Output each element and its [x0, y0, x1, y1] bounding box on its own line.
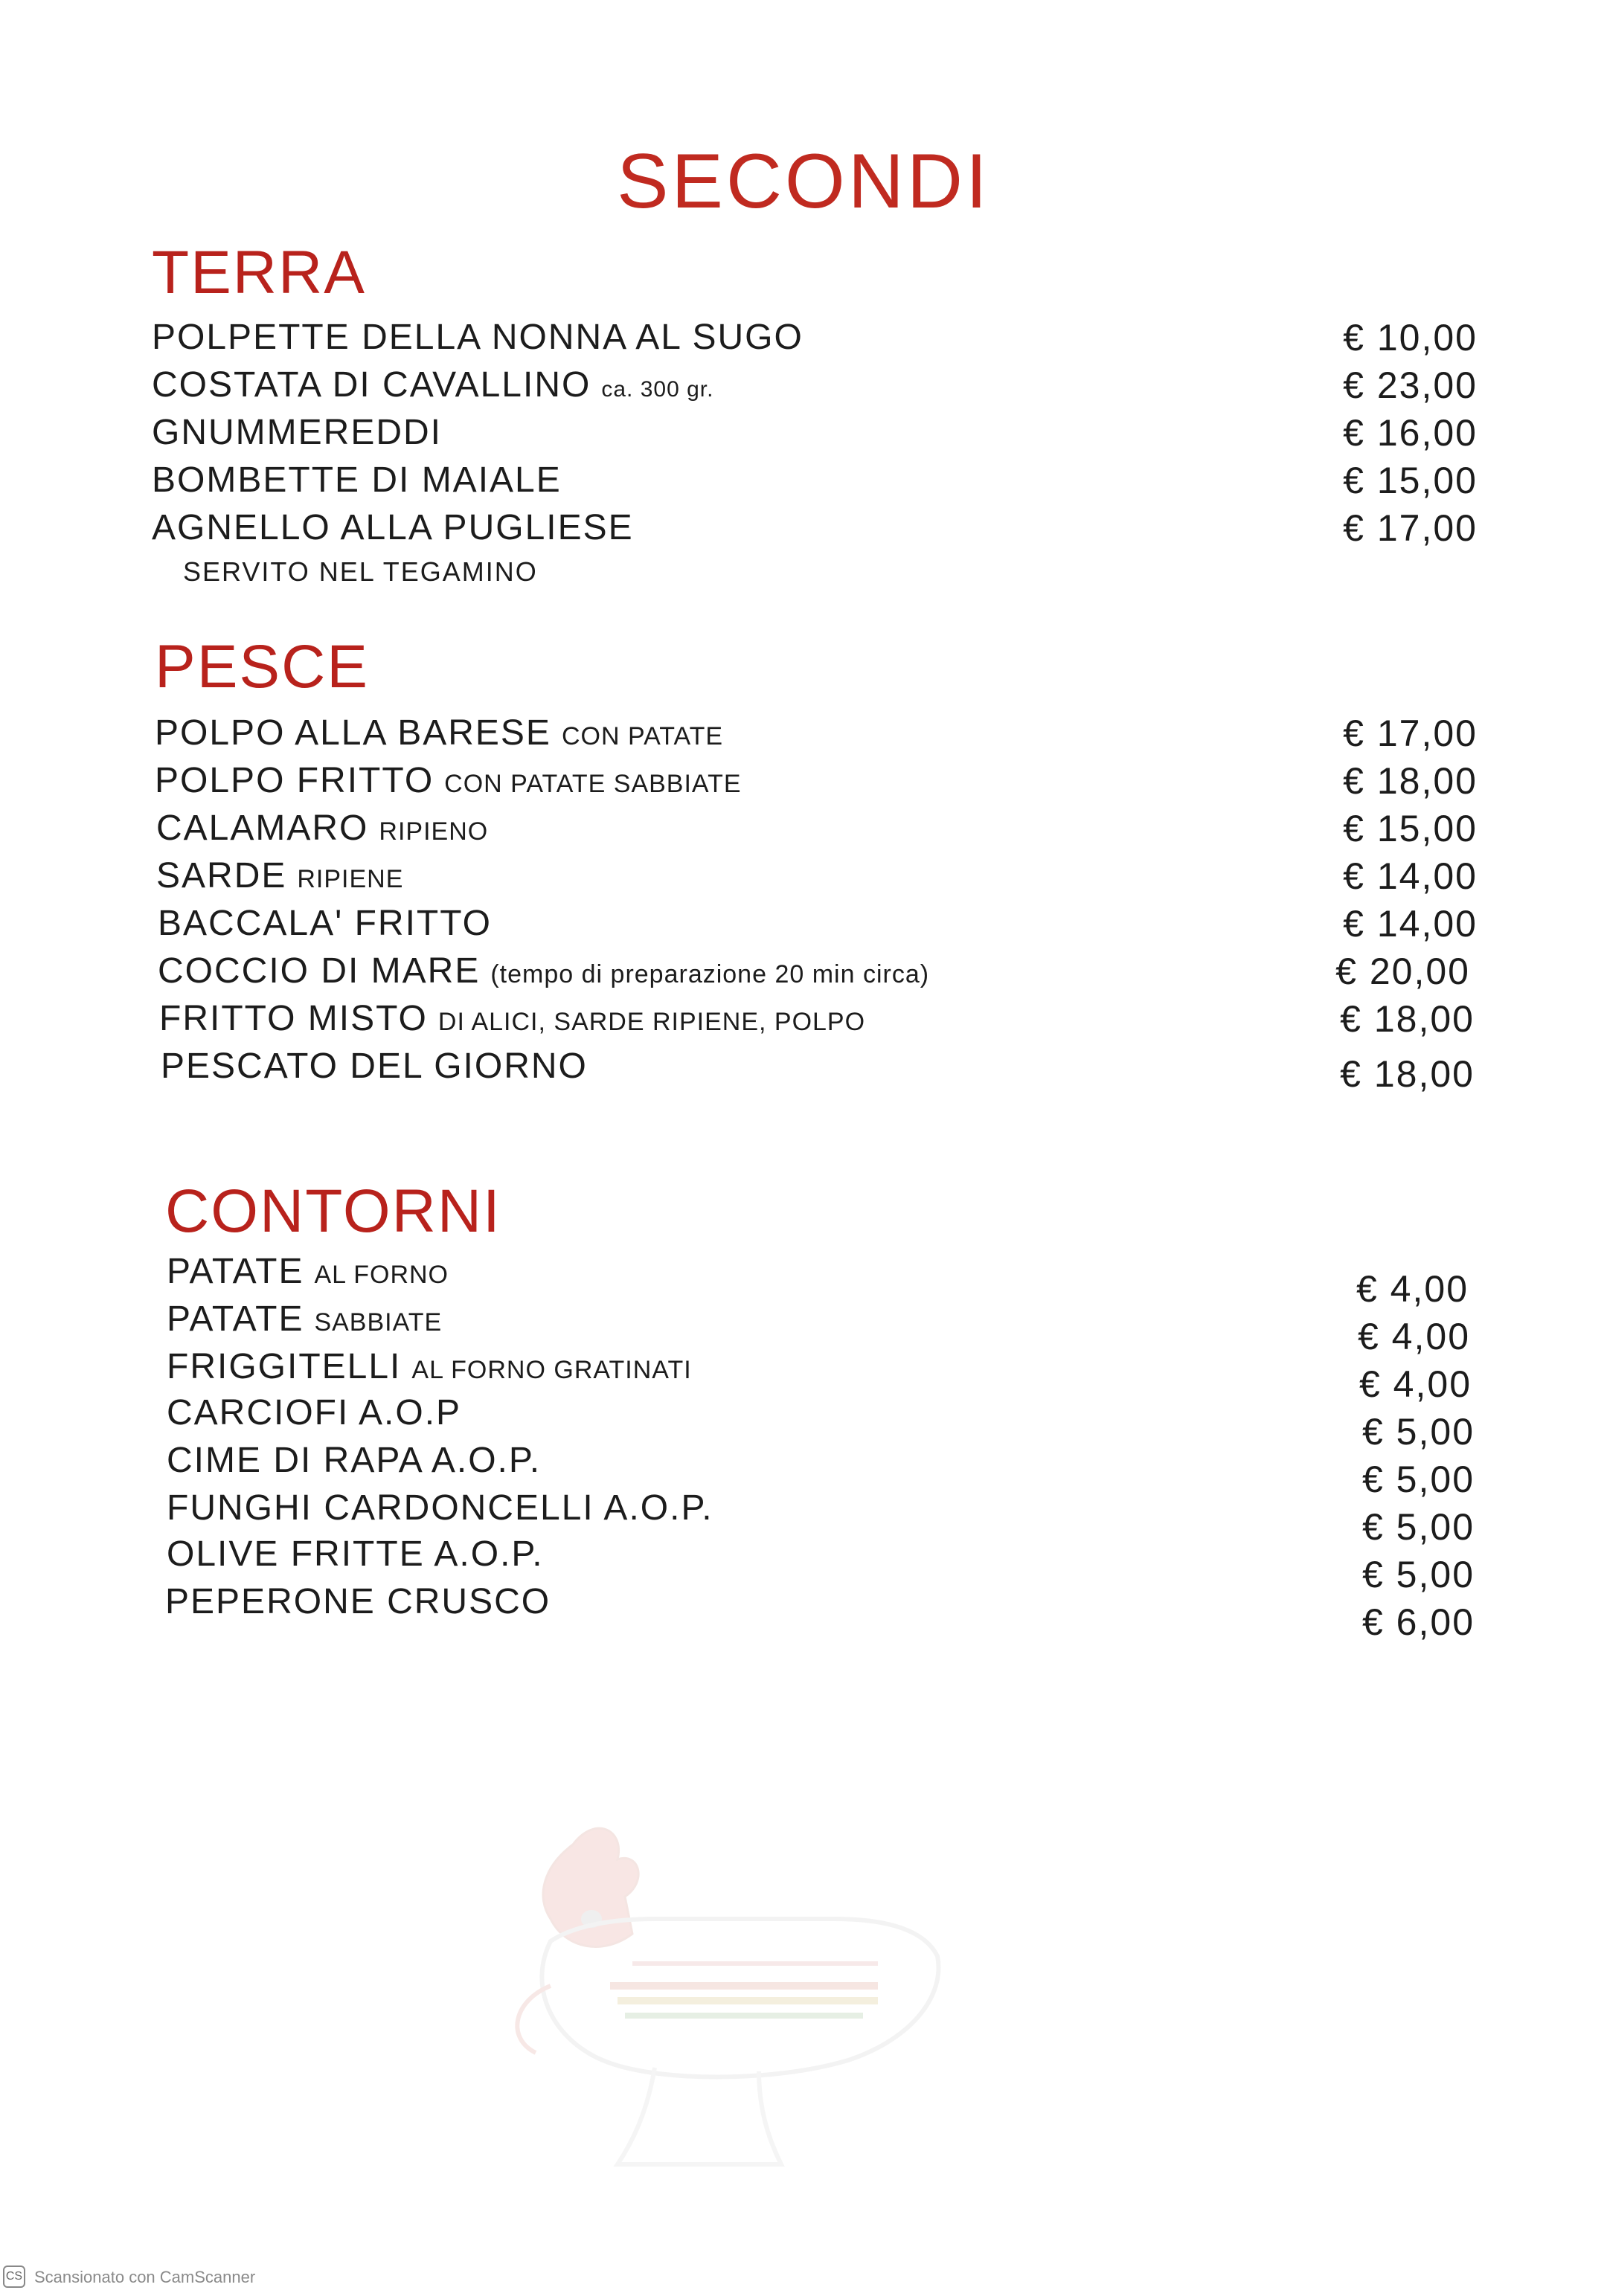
dish-name: AGNELLO ALLA PUGLIESE	[152, 508, 634, 547]
dish-name: COCCIO DI MARE (tempo di preparazione 20 min circa)	[158, 951, 930, 991]
dish-price: € 20,00	[1335, 951, 1470, 992]
dish-name: PESCATO DEL GIORNO	[161, 1046, 588, 1086]
dish-note: AL FORNO	[314, 1261, 449, 1289]
dish-price: € 18,00	[1340, 1053, 1475, 1095]
dish-name: OLIVE FRITTE A.O.P.	[167, 1534, 544, 1574]
footer-text: Scansionato con CamScanner	[34, 2268, 256, 2286]
dish-name: FRIGGITELLI AL FORNO GRATINATI	[167, 1347, 692, 1386]
dish-name: PATATE AL FORNO	[167, 1252, 449, 1291]
dish-note: RIPIENO	[379, 817, 489, 846]
dish-price: € 5,00	[1361, 1459, 1475, 1500]
dish-price: € 5,00	[1361, 1506, 1475, 1548]
dish-name: FUNGHI CARDONCELLI A.O.P.	[167, 1488, 713, 1528]
dish-note: SABBIATE	[314, 1308, 443, 1337]
dish-name: PATATE SABBIATE	[167, 1299, 443, 1339]
dish-name: BOMBETTE DI MAIALE	[152, 460, 562, 500]
dish-note: AL FORNO GRATINATI	[411, 1356, 692, 1384]
dish-price: € 5,00	[1361, 1411, 1475, 1453]
dish-price: € 10,00	[1343, 317, 1478, 358]
section-title-contorni: CONTORNI	[165, 1177, 501, 1245]
dish-note: DI ALICI, SARDE RIPIENE, POLPO	[437, 1008, 866, 1036]
dish-price: € 18,00	[1343, 760, 1478, 802]
dish-name: GNUMMEREDDI	[152, 413, 442, 452]
dish-name: COSTATA DI CAVALLINO ca. 300 gr.	[152, 365, 714, 405]
dish-name: POLPETTE DELLA NONNA AL SUGO	[152, 318, 804, 357]
dish-price: € 15,00	[1343, 460, 1478, 501]
dish-price: € 17,00	[1343, 713, 1478, 754]
dish-price: € 23,00	[1343, 364, 1478, 406]
dish-name: POLPO FRITTO CON PATATE SABBIATE	[155, 761, 742, 800]
dish-price: € 14,00	[1343, 855, 1478, 897]
dish-price: € 17,00	[1343, 507, 1478, 549]
camscanner-logo: CS	[3, 2266, 25, 2288]
dish-price: € 15,00	[1343, 808, 1478, 849]
section-title-pesce: PESCE	[155, 633, 369, 701]
dish-name: POLPO ALLA BARESE CON PATATE	[155, 713, 724, 753]
dish-price: € 14,00	[1343, 903, 1478, 945]
dish-price: € 18,00	[1340, 998, 1475, 1040]
section-title-terra: TERRA	[152, 239, 366, 306]
dish-name: BACCALA' FRITTO	[158, 904, 493, 943]
dish-name: SARDE RIPIENE	[156, 856, 404, 895]
dish-price: € 5,00	[1361, 1554, 1475, 1595]
dish-name: PEPERONE CRUSCO	[165, 1582, 551, 1621]
dish-name: CIME DI RAPA A.O.P.	[167, 1441, 542, 1480]
dish-name: CALAMARO RIPIENO	[156, 808, 489, 848]
rooster-watermark-icon	[461, 1815, 982, 2187]
dish-note: ca. 300 gr.	[601, 377, 714, 402]
dish-note: CON PATATE	[561, 722, 724, 750]
dish-price: € 4,00	[1357, 1316, 1470, 1357]
dish-sub-note: SERVITO NEL TEGAMINO	[183, 556, 538, 587]
page-title: SECONDI	[617, 138, 990, 225]
dish-price: € 4,00	[1356, 1268, 1469, 1310]
dish-note: RIPIENE	[297, 865, 404, 893]
dish-price: € 6,00	[1361, 1601, 1475, 1643]
dish-name: FRITTO MISTO DI ALICI, SARDE RIPIENE, POLPO	[159, 999, 866, 1038]
dish-price: € 4,00	[1359, 1363, 1472, 1405]
dish-note: (tempo di preparazione 20 min circa)	[490, 960, 930, 988]
dish-name: CARCIOFI A.O.P	[167, 1393, 462, 1432]
dish-note: CON PATATE SABBIATE	[444, 770, 742, 798]
dish-price: € 16,00	[1343, 412, 1478, 454]
